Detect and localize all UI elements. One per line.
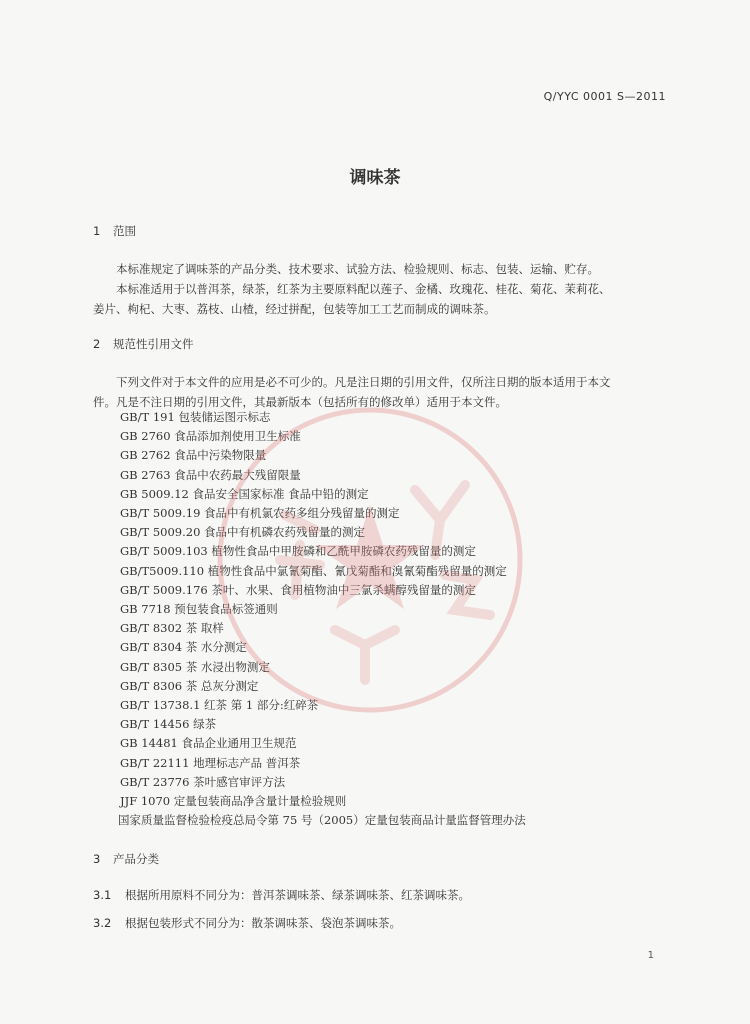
reference-item: GB/T 13738.1 红茶 第 1 部分:红碎茶 — [120, 698, 319, 713]
reference-item: GB/T 8304 茶 水分测定 — [120, 640, 247, 655]
reference-item: GB/T 22111 地理标志产品 普洱茶 — [120, 755, 301, 770]
reference-item: GB/T 191 包装储运图示标志 — [120, 410, 271, 424]
paragraph-line: 件。凡是不注日期的引用文件，其最新版本（包括所有的修改单）适用于本文件。 — [93, 395, 507, 409]
reference-item: GB/T 14456 绿茶 — [120, 717, 217, 732]
reference-item: GB 2762 食品中污染物限量 — [120, 448, 267, 463]
section-title: 规范性引用文件 — [113, 337, 194, 351]
reference-item: GB/T 5009.103 植物性食品中甲胺磷和乙酰甲胺磷农药残留量的测定 — [120, 544, 476, 559]
reference-item: GB 7718 预包装食品标签通则 — [120, 602, 278, 617]
scope-paragraph-1 — [93, 259, 671, 279]
section-number: 2 — [93, 337, 101, 351]
clause-3-2 — [93, 915, 401, 931]
clause-number: 3.2 — [93, 916, 112, 930]
section-1-heading — [93, 223, 136, 239]
paragraph-line: 下列文件对于本文件的应用是必不可少的。凡是注日期的引用文件，仅所注日期的版本适用于本文 — [116, 375, 611, 389]
standard-code: Q/YYC 0001 S—2011 — [543, 90, 666, 103]
clause-3-1 — [93, 887, 470, 903]
paragraph-line: 姜片、枸杞、大枣、荔枝、山楂，经过拼配，包装等加工工艺而制成的调味茶。 — [93, 302, 496, 316]
paragraph-line: 本标准适用于以普洱茶，绿茶，红茶为主要原料配以莲子、金橘、玫瑰花、桂花、菊花、茉莉花、 — [116, 282, 611, 296]
reference-item: GB/T5009.110 植物性食品中氯氰菊酯、氰戊菊酯和溴氰菊酯残留量的测定 — [120, 563, 507, 578]
reference-item: GB 2760 食品添加剂使用卫生标准 — [120, 429, 301, 444]
reference-item: GB/T 8305 茶 水浸出物测定 — [120, 659, 270, 674]
section-title: 范围 — [113, 224, 136, 238]
scope-paragraph-2 — [93, 279, 671, 319]
reference-item: GB/T 8302 茶 取样 — [120, 621, 224, 636]
clause-text: 根据包装形式不同分为：散茶调味茶、袋泡茶调味茶。 — [125, 916, 401, 930]
reference-item: GB/T 5009.19 食品中有机氯农药多组分残留量的测定 — [120, 506, 400, 521]
reference-item: GB 2763 食品中农药最大残留限量 — [120, 467, 301, 482]
reference-item: GB/T 5009.20 食品中有机磷农药残留量的测定 — [120, 525, 366, 540]
reference-item: JJF 1070 定量包装商品净含量计量检验规则 — [120, 794, 347, 809]
section-title: 产品分类 — [113, 852, 159, 866]
reference-item: GB 14481 食品企业通用卫生规范 — [120, 736, 297, 751]
section-number: 3 — [93, 852, 101, 866]
paragraph-line: 本标准规定了调味茶的产品分类、技术要求、试验方法、检验规则、标志、包装、运输、贮存。 — [116, 262, 599, 276]
reference-list — [120, 408, 526, 830]
reference-item: GB/T 8306 茶 总灰分测定 — [120, 678, 259, 693]
reference-item: GB/T 23776 茶叶感官审评方法 — [120, 774, 286, 789]
section-2-heading — [93, 336, 194, 352]
reference-item: 国家质量监督检验检疫总局令第 75 号（2005）定量包装商品计量监督管理办法 — [118, 813, 526, 828]
clause-number: 3.1 — [93, 888, 112, 902]
page-number: 1 — [647, 950, 654, 961]
section-3-heading — [93, 851, 159, 867]
section-number: 1 — [93, 224, 101, 238]
references-intro — [93, 372, 671, 412]
clause-text: 根据所用原料不同分为：普洱茶调味茶、绿茶调味茶、红茶调味茶。 — [125, 888, 470, 902]
reference-item: GB 5009.12 食品安全国家标准 食品中铅的测定 — [120, 486, 369, 501]
reference-item: GB/T 5009.176 茶叶、水果、食用植物油中三氯杀螨醇残留量的测定 — [120, 582, 476, 597]
document-title: 调味茶 — [349, 168, 401, 188]
